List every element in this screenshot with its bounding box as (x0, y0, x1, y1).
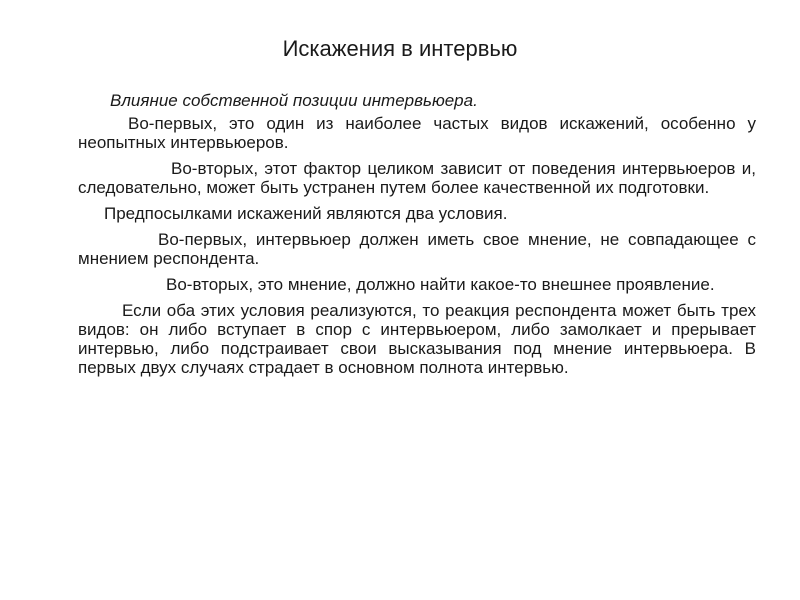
slide-title: Искажения в интервью (282, 36, 518, 61)
paragraph-second-condition: Во-вторых, это мнение, должно найти какое-то внешнее проявление. (166, 275, 715, 294)
paragraph-first-condition: Во-первых, интервьюер должен иметь свое мнение, не совпадающее с мнением респондента. (78, 230, 756, 268)
paragraph-respondent-reaction: Если оба этих условия реализуются, то реакция респондента может быть трех видов: он либо вступает в спор с интервьюером, либо замолкает и прерывает интервью, либо подстраивает свои высказывания под мнение интервьюера. В первых двух случаях страдает в основном полнота интервью. (78, 301, 756, 377)
paragraph-first-reason: Во-первых, это один из наиболее частых видов искажений, особенно у неопытных интервьюеров. (78, 114, 756, 152)
slide-body (78, 114, 756, 381)
paragraph-preconditions: Предпосылками искажений являются два условия. (104, 204, 508, 223)
slide-subtitle: Влияние собственной позиции интервьюера. (110, 91, 478, 110)
paragraph-second-reason: Во-вторых, этот фактор целиком зависит от поведения интервьюеров и, следовательно, может быть устранен путем более качественной их подготовки. (78, 159, 756, 197)
